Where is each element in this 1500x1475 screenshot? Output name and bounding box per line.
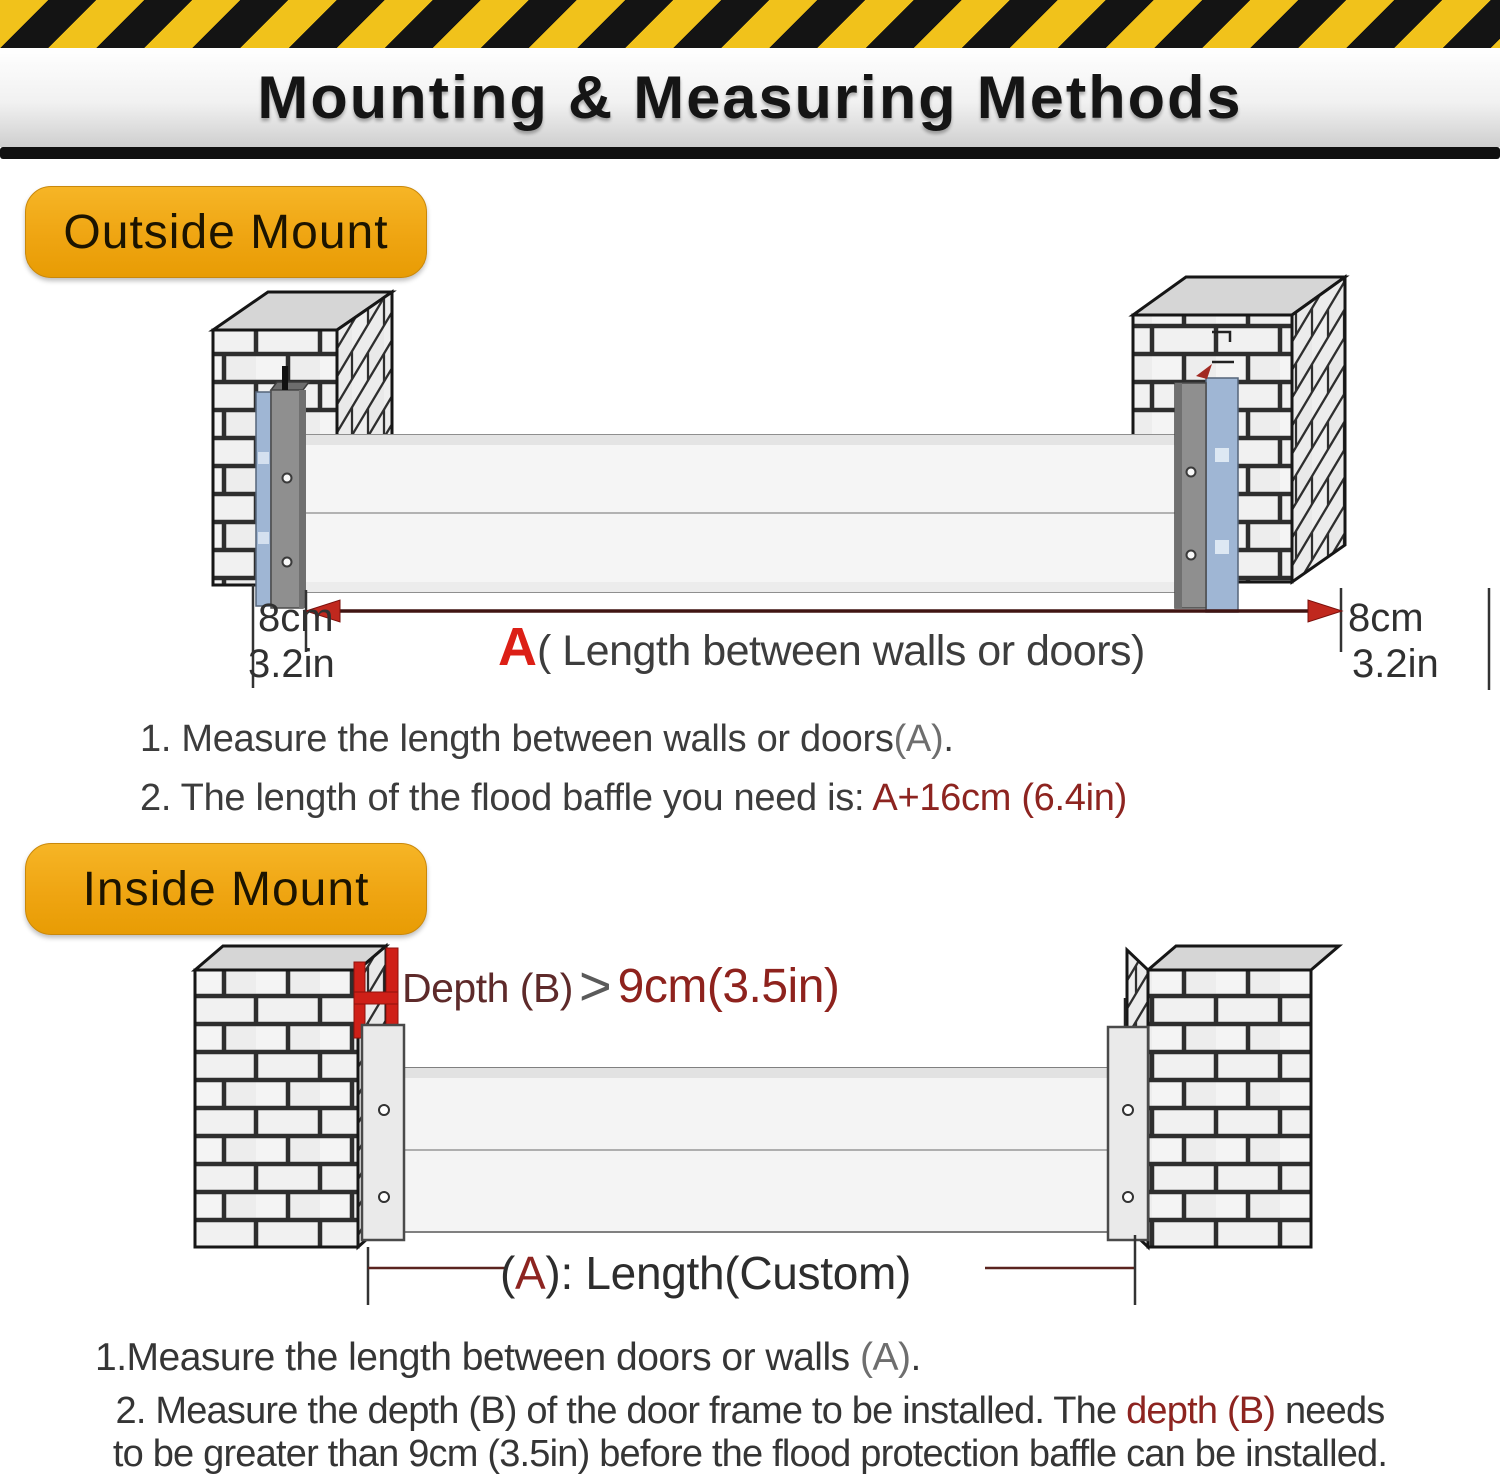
outside-mount-badge bbox=[25, 186, 427, 278]
text-segment: ): Length(Custom) bbox=[545, 1247, 912, 1299]
span-label-rest: ( Length between walls or doors) bbox=[537, 627, 1145, 675]
span-label-a: A bbox=[498, 617, 537, 677]
text-segment: A+16cm (6.4in) bbox=[872, 777, 1127, 819]
inside-step-2 bbox=[30, 1390, 1470, 1475]
outside-step-2 bbox=[140, 777, 1127, 820]
inside-right-pillar bbox=[1127, 946, 1339, 1247]
outside-dim-right-cm: 8cm bbox=[1348, 596, 1424, 640]
title-band bbox=[0, 48, 1500, 147]
inside-length-label bbox=[500, 1246, 911, 1300]
inside-mount-badge-label: Inside Mount bbox=[82, 862, 370, 916]
outside-span-label bbox=[498, 617, 1145, 677]
outside-dim-left-in: 3.2in bbox=[248, 642, 335, 686]
arrowhead-right bbox=[1308, 600, 1342, 622]
flood-barrier-panel bbox=[303, 435, 1177, 592]
inside-step-1 bbox=[95, 1336, 921, 1380]
text-segment: . bbox=[910, 1336, 921, 1379]
text-segment: to be greater than 9cm (3.5in) before the flood protection baffle can be installed. bbox=[112, 1432, 1388, 1475]
text-segment: ( bbox=[500, 1247, 516, 1299]
depth-label-prefix: Depth (B) bbox=[402, 965, 573, 1011]
outside-instructions bbox=[140, 718, 1127, 836]
text-segment: . bbox=[943, 718, 954, 760]
outside-dim-left-cm: 8cm bbox=[258, 596, 334, 640]
text-segment: (A) bbox=[893, 718, 944, 760]
text-segment: 1.Measure the length between doors or walls bbox=[95, 1336, 860, 1379]
text-segment: 1. Measure the length between walls or doors bbox=[140, 718, 894, 760]
hazard-stripe-banner bbox=[0, 0, 1500, 48]
outside-step-1 bbox=[140, 718, 1127, 761]
depth-label-value: 9cm(3.5in) bbox=[617, 960, 840, 1013]
text-segment: needs bbox=[1275, 1390, 1385, 1432]
text-segment: 2. The length of the flood baffle you need is: bbox=[140, 777, 873, 819]
depth-label bbox=[402, 950, 839, 1015]
outside-right-bracket bbox=[1175, 364, 1238, 612]
text-segment: depth (B) bbox=[1126, 1390, 1276, 1432]
text-segment: (A) bbox=[859, 1336, 911, 1379]
outside-dim-right-in: 3.2in bbox=[1352, 642, 1439, 686]
greater-than-sign: > bbox=[578, 954, 612, 1017]
inside-flood-barrier-panel bbox=[404, 1068, 1108, 1232]
page-title: Mounting & Measuring Methods bbox=[257, 64, 1243, 131]
inside-left-bracket bbox=[362, 1025, 404, 1240]
text-segment: 2. Measure the depth (B) of the door frame to be installed. The bbox=[115, 1390, 1127, 1432]
outside-mount-badge-label: Outside Mount bbox=[63, 205, 389, 259]
outside-left-bracket bbox=[256, 366, 309, 608]
header-divider-bar bbox=[0, 147, 1500, 159]
inside-right-bracket bbox=[1108, 998, 1148, 1240]
inside-mount-badge bbox=[25, 843, 427, 935]
text-segment: A bbox=[515, 1247, 546, 1299]
